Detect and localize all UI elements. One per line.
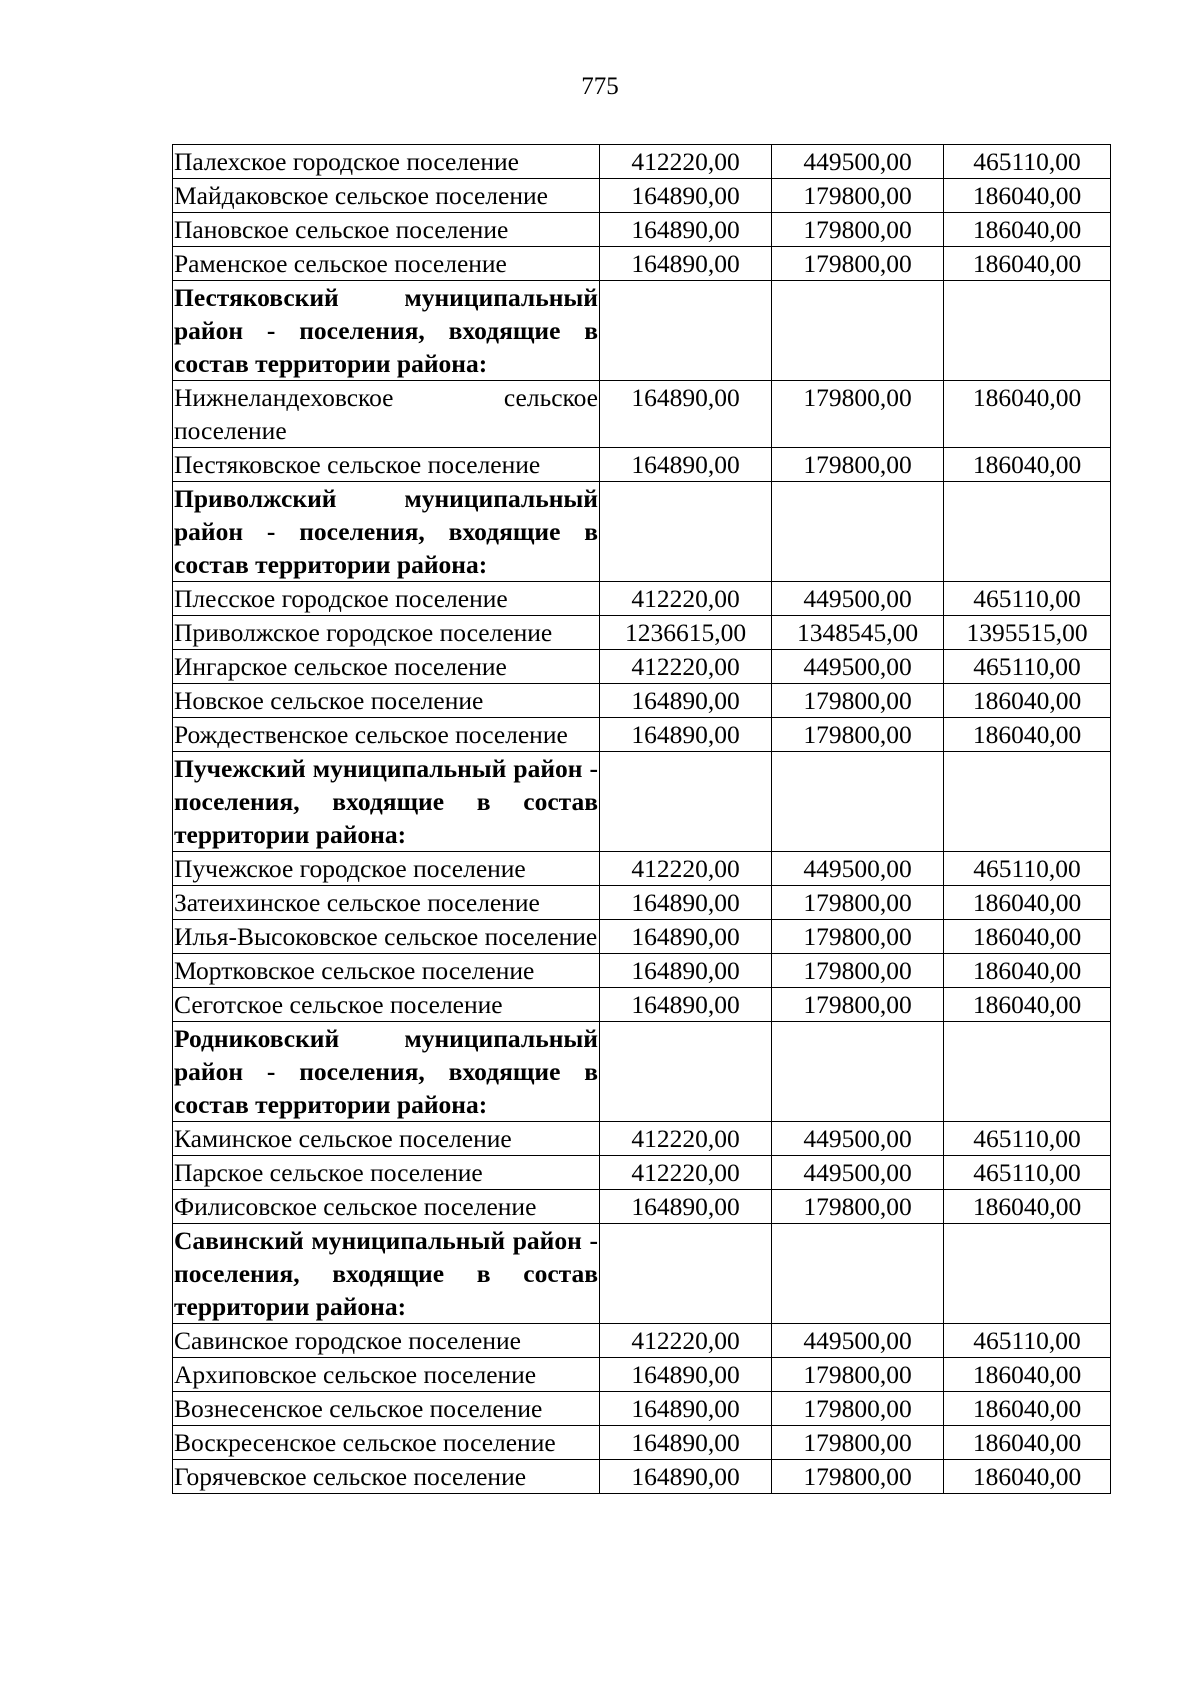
table-row bbox=[173, 920, 1111, 954]
value-col-3: 186040,00 bbox=[944, 247, 1111, 281]
value-col-1: 164890,00 bbox=[600, 886, 772, 920]
value-col-3: 465110,00 bbox=[944, 1156, 1111, 1190]
value-col-1: 164890,00 bbox=[600, 381, 772, 448]
table-row bbox=[173, 886, 1111, 920]
value-col-3: 186040,00 bbox=[944, 1190, 1111, 1224]
value-col-3: 186040,00 bbox=[944, 954, 1111, 988]
value-col-3: 1395515,00 bbox=[944, 616, 1111, 650]
settlement-name: Мортковское сельское поселение bbox=[173, 954, 600, 988]
table-row bbox=[173, 1190, 1111, 1224]
value-col-3: 465110,00 bbox=[944, 1122, 1111, 1156]
district-name: Родниковский муниципальный район - поселения, входящие в состав территории района: bbox=[173, 1022, 600, 1122]
table-row bbox=[173, 145, 1111, 179]
settlement-name: Ингарское сельское поселение bbox=[173, 650, 600, 684]
value-col-1: 412220,00 bbox=[600, 852, 772, 886]
value-col-2: 449500,00 bbox=[772, 852, 944, 886]
settlement-name: Каминское сельское поселение bbox=[173, 1122, 600, 1156]
value-col-1: 164890,00 bbox=[600, 448, 772, 482]
value-col-1: 164890,00 bbox=[600, 1392, 772, 1426]
table-row bbox=[173, 179, 1111, 213]
table-row bbox=[173, 1358, 1111, 1392]
value-col-1: 412220,00 bbox=[600, 582, 772, 616]
value-col-2: 179800,00 bbox=[772, 684, 944, 718]
value-col-1: 412220,00 bbox=[600, 1156, 772, 1190]
empty-cell bbox=[772, 281, 944, 381]
empty-cell bbox=[772, 482, 944, 582]
settlement-name: Раменское сельское поселение bbox=[173, 247, 600, 281]
value-col-3: 186040,00 bbox=[944, 886, 1111, 920]
value-col-2: 179800,00 bbox=[772, 448, 944, 482]
empty-cell bbox=[944, 1022, 1111, 1122]
value-col-2: 179800,00 bbox=[772, 247, 944, 281]
value-col-1: 164890,00 bbox=[600, 684, 772, 718]
empty-cell bbox=[600, 281, 772, 381]
value-col-3: 186040,00 bbox=[944, 1358, 1111, 1392]
empty-cell bbox=[600, 482, 772, 582]
table-row bbox=[173, 381, 1111, 448]
district-header-row bbox=[173, 1022, 1111, 1122]
value-col-3: 186040,00 bbox=[944, 684, 1111, 718]
value-col-2: 179800,00 bbox=[772, 179, 944, 213]
page-number: 775 bbox=[581, 73, 619, 100]
value-col-3: 465110,00 bbox=[944, 145, 1111, 179]
value-col-3: 186040,00 bbox=[944, 1460, 1111, 1494]
table-row bbox=[173, 954, 1111, 988]
settlement-name: Майдаковское сельское поселение bbox=[173, 179, 600, 213]
district-header-row bbox=[173, 281, 1111, 381]
value-col-1: 164890,00 bbox=[600, 988, 772, 1022]
value-col-3: 186040,00 bbox=[944, 448, 1111, 482]
settlement-name: Пестяковское сельское поселение bbox=[173, 448, 600, 482]
value-col-1: 412220,00 bbox=[600, 1324, 772, 1358]
empty-cell bbox=[600, 1224, 772, 1324]
value-col-1: 164890,00 bbox=[600, 247, 772, 281]
value-col-1: 164890,00 bbox=[600, 718, 772, 752]
value-col-1: 164890,00 bbox=[600, 179, 772, 213]
table-row bbox=[173, 1426, 1111, 1460]
value-col-1: 412220,00 bbox=[600, 1122, 772, 1156]
value-col-2: 449500,00 bbox=[772, 1122, 944, 1156]
value-col-2: 179800,00 bbox=[772, 381, 944, 448]
value-col-2: 179800,00 bbox=[772, 1392, 944, 1426]
value-col-2: 449500,00 bbox=[772, 1324, 944, 1358]
settlement-name: Новское сельское поселение bbox=[173, 684, 600, 718]
value-col-2: 179800,00 bbox=[772, 718, 944, 752]
table-body bbox=[173, 145, 1111, 1494]
table-row bbox=[173, 684, 1111, 718]
value-col-2: 449500,00 bbox=[772, 1156, 944, 1190]
value-col-3: 186040,00 bbox=[944, 381, 1111, 448]
value-col-3: 465110,00 bbox=[944, 582, 1111, 616]
settlement-name: Горячевское сельское поселение bbox=[173, 1460, 600, 1494]
empty-cell bbox=[600, 752, 772, 852]
empty-cell bbox=[944, 482, 1111, 582]
value-col-3: 465110,00 bbox=[944, 1324, 1111, 1358]
district-header-row bbox=[173, 482, 1111, 582]
value-col-2: 179800,00 bbox=[772, 1426, 944, 1460]
empty-cell bbox=[600, 1022, 772, 1122]
value-col-3: 186040,00 bbox=[944, 213, 1111, 247]
table-row bbox=[173, 448, 1111, 482]
value-col-2: 179800,00 bbox=[772, 920, 944, 954]
settlement-name: Пучежское городское поселение bbox=[173, 852, 600, 886]
value-col-2: 179800,00 bbox=[772, 1460, 944, 1494]
value-col-3: 186040,00 bbox=[944, 988, 1111, 1022]
value-col-3: 186040,00 bbox=[944, 179, 1111, 213]
district-name: Пучежский муниципальный район - поселения, входящие в состав территории района: bbox=[173, 752, 600, 852]
value-col-3: 186040,00 bbox=[944, 920, 1111, 954]
value-col-2: 179800,00 bbox=[772, 213, 944, 247]
table-row bbox=[173, 616, 1111, 650]
district-name: Пестяковский муниципальный район - поселения, входящие в состав территории района: bbox=[173, 281, 600, 381]
value-col-3: 186040,00 bbox=[944, 1392, 1111, 1426]
table-row bbox=[173, 718, 1111, 752]
district-header-row bbox=[173, 1224, 1111, 1324]
table-row bbox=[173, 582, 1111, 616]
empty-cell bbox=[944, 752, 1111, 852]
settlement-name: Рождественское сельское поселение bbox=[173, 718, 600, 752]
settlement-name: Илья-Высоковское сельское поселение bbox=[173, 920, 600, 954]
table-row bbox=[173, 247, 1111, 281]
settlement-name: Пановское сельское поселение bbox=[173, 213, 600, 247]
district-header-row bbox=[173, 752, 1111, 852]
value-col-2: 179800,00 bbox=[772, 988, 944, 1022]
settlement-name: Савинское городское поселение bbox=[173, 1324, 600, 1358]
table-row bbox=[173, 1324, 1111, 1358]
value-col-2: 179800,00 bbox=[772, 1190, 944, 1224]
empty-cell bbox=[772, 1022, 944, 1122]
table-row bbox=[173, 852, 1111, 886]
value-col-1: 412220,00 bbox=[600, 650, 772, 684]
table-row bbox=[173, 1392, 1111, 1426]
district-name: Приволжский муниципальный район - поселения, входящие в состав территории района: bbox=[173, 482, 600, 582]
value-col-1: 164890,00 bbox=[600, 920, 772, 954]
value-col-3: 465110,00 bbox=[944, 650, 1111, 684]
settlement-name: Нижнеландеховское сельское поселение bbox=[173, 381, 600, 448]
settlement-name: Архиповское сельское поселение bbox=[173, 1358, 600, 1392]
value-col-1: 164890,00 bbox=[600, 1190, 772, 1224]
table-row bbox=[173, 1460, 1111, 1494]
settlement-name: Парское сельское поселение bbox=[173, 1156, 600, 1190]
empty-cell bbox=[944, 281, 1111, 381]
value-col-2: 179800,00 bbox=[772, 886, 944, 920]
settlement-name: Затеихинское сельское поселение bbox=[173, 886, 600, 920]
value-col-1: 164890,00 bbox=[600, 1358, 772, 1392]
settlement-name: Филисовское сельское поселение bbox=[173, 1190, 600, 1224]
table-row bbox=[173, 988, 1111, 1022]
value-col-3: 186040,00 bbox=[944, 1426, 1111, 1460]
settlement-name: Воскресенское сельское поселение bbox=[173, 1426, 600, 1460]
value-col-1: 412220,00 bbox=[600, 145, 772, 179]
value-col-1: 164890,00 bbox=[600, 954, 772, 988]
empty-cell bbox=[772, 1224, 944, 1324]
table-row bbox=[173, 1156, 1111, 1190]
settlement-name: Вознесенское сельское поселение bbox=[173, 1392, 600, 1426]
empty-cell bbox=[944, 1224, 1111, 1324]
settlement-name: Палехское городское поселение bbox=[173, 145, 600, 179]
empty-cell bbox=[772, 752, 944, 852]
value-col-2: 449500,00 bbox=[772, 650, 944, 684]
value-col-3: 465110,00 bbox=[944, 852, 1111, 886]
value-col-3: 186040,00 bbox=[944, 718, 1111, 752]
settlement-name: Приволжское городское поселение bbox=[173, 616, 600, 650]
allocation-table bbox=[172, 144, 1111, 1494]
settlement-name: Сеготское сельское поселение bbox=[173, 988, 600, 1022]
district-name: Савинский муниципальный район - поселения, входящие в состав территории района: bbox=[173, 1224, 600, 1324]
settlement-name: Плесское городское поселение bbox=[173, 582, 600, 616]
table-row bbox=[173, 213, 1111, 247]
table-row bbox=[173, 650, 1111, 684]
value-col-2: 449500,00 bbox=[772, 582, 944, 616]
value-col-2: 1348545,00 bbox=[772, 616, 944, 650]
value-col-2: 179800,00 bbox=[772, 954, 944, 988]
value-col-2: 179800,00 bbox=[772, 1358, 944, 1392]
table-row bbox=[173, 1122, 1111, 1156]
value-col-2: 449500,00 bbox=[772, 145, 944, 179]
value-col-1: 164890,00 bbox=[600, 213, 772, 247]
value-col-1: 1236615,00 bbox=[600, 616, 772, 650]
value-col-1: 164890,00 bbox=[600, 1460, 772, 1494]
value-col-1: 164890,00 bbox=[600, 1426, 772, 1460]
